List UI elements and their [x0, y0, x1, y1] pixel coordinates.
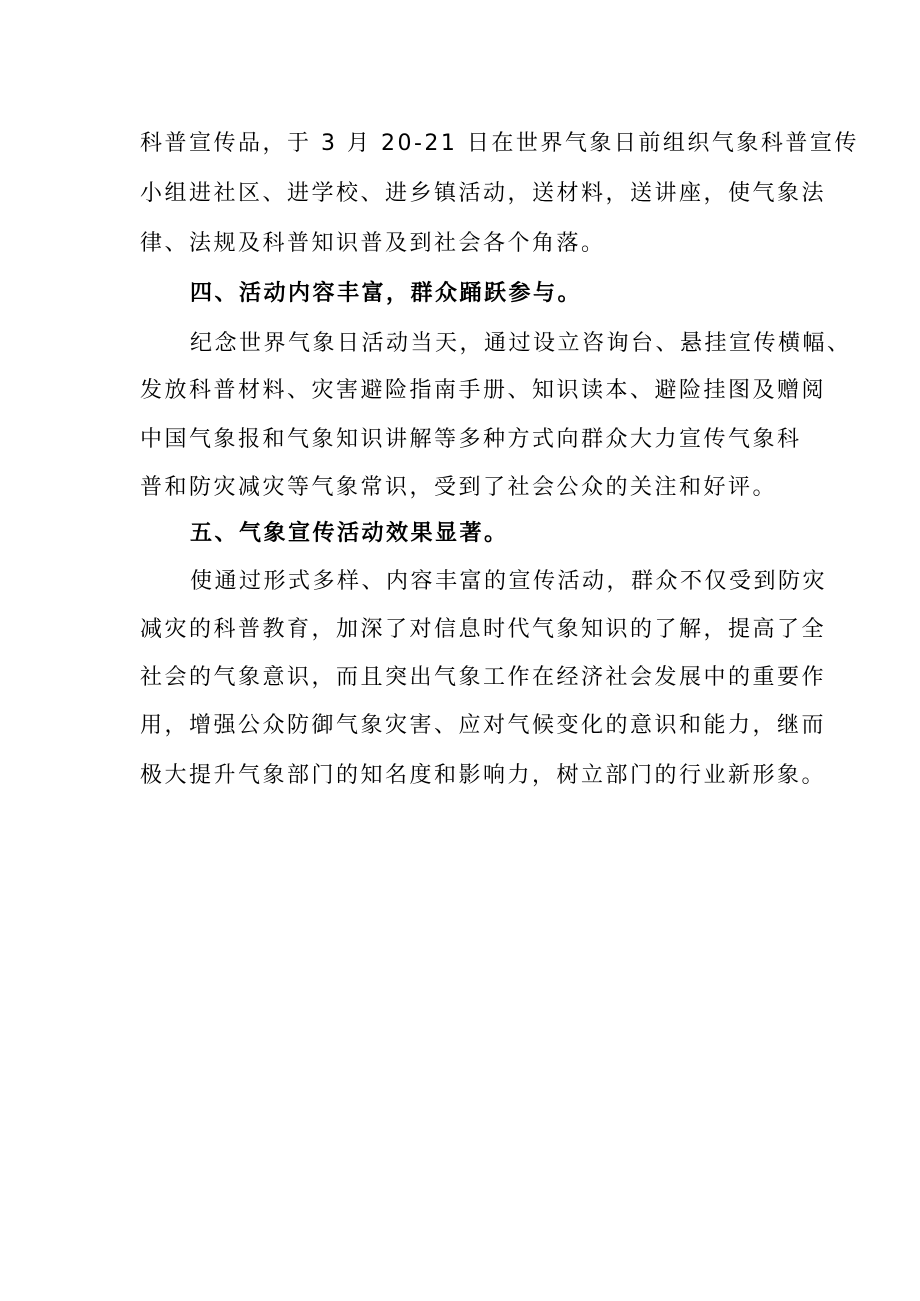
section-heading-5: 五、气象宣传活动效果显著。 — [190, 521, 509, 546]
paragraph-3-line-3: 社会的气象意识，而且突出气象工作在经济社会发展中的重要作 — [140, 665, 827, 690]
paragraph-2-line-3: 中国气象报和气象知识讲解等多种方式向群众大力宣传气象科 — [140, 427, 802, 452]
paragraph-3-line-1: 使通过形式多样、内容丰富的宣传活动，群众不仅受到防灾 — [190, 569, 828, 594]
paragraph-1-line-1: 科普宣传品，于 3 月 20-21 日在世界气象日前组织气象科普宣传 — [140, 131, 859, 156]
paragraph-3-line-4: 用，增强公众防御气象灾害、应对气候变化的意识和能力，继而 — [140, 713, 827, 738]
paragraph-1-line-2: 小组进社区、进学校、进乡镇活动，送材料，送讲座，使气象法 — [140, 181, 827, 206]
paragraph-2-line-4: 普和防灾减灾等气象常识，受到了社会公众的关注和好评。 — [140, 475, 778, 500]
paragraph-2-line-2: 发放科普材料、灾害避险指南手册、知识读本、避险挂图及赠阅 — [140, 378, 827, 403]
paragraph-2-line-1: 纪念世界气象日活动当天，通过设立咨询台、悬挂宣传横幅、 — [190, 331, 852, 356]
paragraph-1-line-3: 律、法规及科普知识普及到社会各个角落。 — [140, 231, 606, 256]
section-heading-4: 四、活动内容丰富，群众踊跃参与。 — [190, 281, 583, 306]
paragraph-3-line-5: 极大提升气象部门的知名度和影响力，树立部门的行业新形象。 — [140, 763, 827, 788]
paragraph-3-line-2: 减灾的科普教育，加深了对信息时代气象知识的了解，提高了全 — [140, 617, 827, 642]
